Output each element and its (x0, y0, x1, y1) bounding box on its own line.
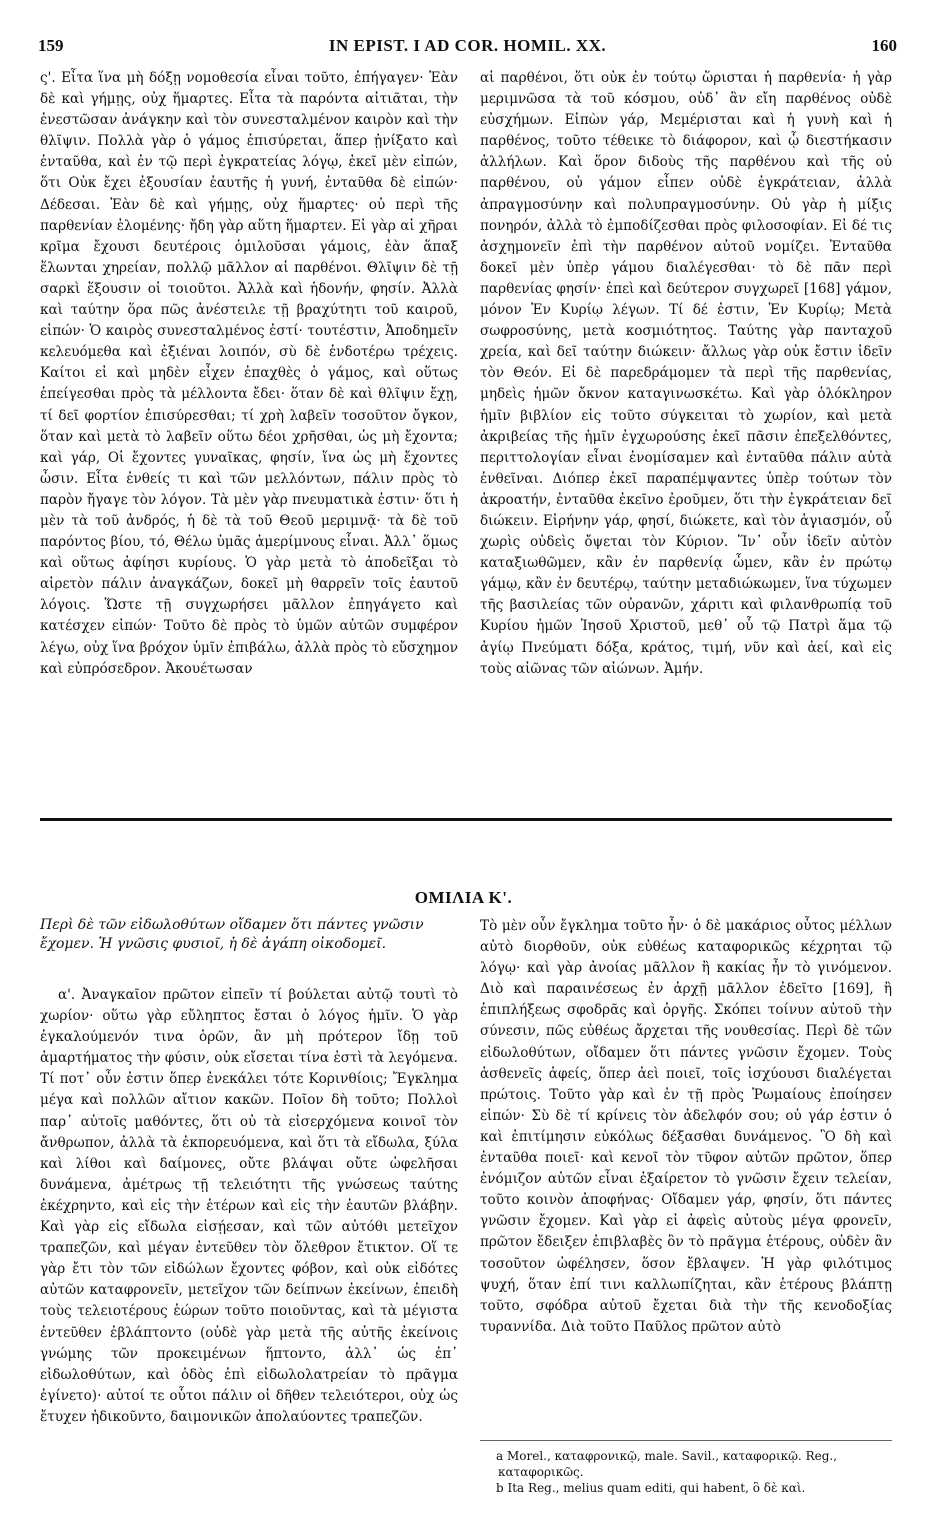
bottom-left-paragraph: α'. Ἀναγκαῖον πρῶτον εἰπεῖν τί βούλεται αὐτῷ τουτὶ τὸ χωρίον· οὕτω γὰρ εὔληπτος ἔσται ὁ λόγος ἡμῖν. Ὁ γὰρ ἐγκαλούμενόν τινα ὁρῶν, ἂν μὴ πρότερον ἴδῃ τοῦ ἁμαρτήματος τὴν φύσιν, οὐκ εἴσεται τίνα ἐστὶ τὰ λεγόμενα. Τί ποτ᾽ οὖν ἐστιν ὅπερ ἐνεκάλει τότε Κορινθίοις; Ἔγκλημα μέγα καὶ πολλῶν αἴτιον κακῶν. Ποῖον δὴ τοῦτο; Πολλοὶ παρ᾽ αὐτοῖς μαθόντες, ὅτι οὐ τὰ εἰσερχόμενα κοινοῖ τὸν ἄνθρωπον, ἀλλὰ τὰ ἐκπορευόμενα, καὶ ὅτι τὰ εἴδωλα, ξύλα καὶ λίθοι καὶ δαίμονες, οὔτε βλάψαι οὔτε ὠφελῆσαι δυνάμενα, ἀμέτρως τῇ τελειότητι τῆς γνώσεως ταύτης ἐκέχρηντο, καὶ εἰς τὴν ἑτέρων καὶ εἰς τὴν ἑαυτῶν βλάβην. Καὶ γὰρ εἰς εἴδωλα εἰσῄεσαν, καὶ τῶν αὐτόθι μετεῖχον τραπεζῶν, καὶ μέγαν ἐντεῦθεν τὸν ὄλεθρον ἔτικτον. Οἵ τε γὰρ ἔτι τὸν τῶν εἰδώλων ἔχοντες φόβον, καὶ οὐκ εἰδότες αὐτῶν καταφρονεῖν, μετεῖχον τῶν δείπνων ἐκείνων, ἐπειδὴ τοὺς τελειοτέρους ἑώρων τοῦτο ποιοῦντας, καὶ τὰ μέγιστα ἐντεῦθεν ἐβλάπτοντο (οὐδὲ γὰρ μετὰ τῆς αὐτῆς ἐκείνοις γνώμης τῶν προκειμένων ἥπτοντο, ἀλλ᾽ ὡς ἐπ᾽ εἰδωλοθύτων, καὶ ὁδὸς ἐπὶ εἰδωλολατρείαν τὸ πρᾶγμα ἐγίνετο)· αὐτοί τε οὗτοι πάλιν οἱ δῆθεν τελειότεροι, οὐχ ὡς ἔτυχεν ἠδικοῦντο, δαιμονικῶν ἀπολαύοντες τραπεζῶν. (40, 987, 458, 1425)
bottom-right-column (480, 916, 892, 1338)
footnote-a: a Morel., καταφρονικῷ, male. Savil., καταφορικῷ. Reg., καταφορικῶς. (496, 1449, 838, 1479)
footnote-b: b Ita Reg., melius quam editi, qui habent, ὃ δὲ καὶ. (496, 1481, 806, 1495)
bottom-right-paragraph: Τὸ μὲν οὖν ἔγκλημα τοῦτο ἦν· ὁ δὲ μακάριος οὗτος μέλλων αὐτὸ διορθοῦν, οὐκ εὐθέως καταφορικῶς κέχρηται τῷ λόγῳ· καὶ γὰρ ἀνοίας μᾶλλον ἢ κακίας ἦν τὸ γινόμενον. Διὸ καὶ παραινέσεως ἐν ἀρχῇ μᾶλλον ἐδεῖτο [169], ἢ ἐπιπλήξεως σφοδρᾶς καὶ ὀργῆς. Σκόπει τοίνυν αὐτοῦ τὴν σύνεσιν, πῶς εὐθέως ἄρχεται τῆς νουθεσίας. Περὶ δὲ τῶν εἰδωλοθύτων, οἴδαμεν ὅτι πάντες γνῶσιν ἔχομεν. Τοὺς ἀσθενεῖς ἀφείς, ὅπερ ἀεὶ ποιεῖ, τοῖς ἰσχύουσι διαλέγεται πρώτοις. Τοῦτο γὰρ καὶ ἐν τῇ πρὸς Ῥωμαίους ἐποίησεν εἰπών· Σὺ δὲ τί κρίνεις τὸν ἀδελφόν σου; οὐ γάρ ἐστιν ὁ καὶ ἐπιτίμησιν εὐκόλως δέξασθαι δυνάμενος. Ὃ δὴ καὶ ἐνταῦθα ποιεῖ· καὶ κενοῖ τὸν τῦφον αὐτῶν πρῶτον, ὅπερ ἐνόμιζον αὐτῶν εἶναι ἐξαίρετον τὸ γνῶσιν ἔχειν τελείαν, τοῦτο κοινὸν ἀποφήνας· Οἴδαμεν γάρ, φησίν, ὅτι πάντες γνῶσιν ἔχομεν. Καὶ γὰρ εἰ ἀφεὶς αὐτοὺς μέγα φρονεῖν, πρῶτον ἔδειξεν ἐπιβλαβὲς ὂν τὸ πρᾶγμα ἑτέρους, οὐδὲν ἂν τοσοῦτον ὠφέλησεν, ὅσον ἔβλαψεν. Ἡ γὰρ φιλότιμος ψυχή, ὅταν ἐπί τινι καλλωπίζηται, κἂν ἑτέρους βλάπτῃ τοῦτο, σφόδρα αὐτοῦ ἔχεται διὰ τὴν τῆς κενοδοξίας τυραννίδα. Διὰ τοῦτο Παῦλος πρῶτον αὐτὸ (480, 918, 892, 1335)
section-divider (40, 818, 892, 821)
homily-heading: ΟΜΙΛΙΑ Κ'. (414, 888, 513, 907)
footnote-divider (480, 1440, 892, 1441)
page-number-left: 159 (38, 36, 64, 55)
homily-subtitle: Περὶ δὲ τῶν εἰδωλοθύτων οἴδαμεν ὅτι πάντες γνῶσιν ἔχομεν. Ἡ γνῶσις φυσιοῖ, ἡ δὲ ἀγάπη οἰκοδομεῖ. (40, 917, 424, 952)
running-header (38, 36, 897, 58)
top-right-paragraph: αἱ παρθένοι, ὅτι οὐκ ἐν τούτῳ ὥρισται ἡ παρθενία· ἡ γὰρ μεριμνῶσα τὰ τοῦ κόσμου, οὐδ᾽ ἂν εἴη παρθένος οὐδὲ εὐσχήμων. Εἰπὼν γάρ, Μεμέρισται καὶ ἡ γυνὴ καὶ ἡ παρθένος, τοῦτο τέθεικε τὸ διάφορον, καὶ ᾧ διεστήκασιν ἀλλήλων. Καὶ ὅρον διδοὺς τῆς παρθένου καὶ τῆς οὐ παρθένου, οὐ γάμον εἶπεν οὐδὲ ἐγκράτειαν, ἀλλὰ ἀπραγμοσύνην καὶ πολυπραγμοσύνην. Οὐ γὰρ ἡ μίξις πονηρόν, ἀλλὰ τὸ ἐμποδίζεσθαι πρὸς φιλοσοφίαν. Εἰ δέ τις ἀσχημονεῖν ἐπὶ τὴν παρθένον αὐτοῦ νομίζει. Ἐνταῦθα δοκεῖ μὲν ὑπὲρ γάμου διαλέγεσθαι· τὸ δὲ πᾶν περὶ παρθενίας φησίν· ἐπεὶ καὶ δεύτερον συγχωρεῖ [168] γάμον, μόνον Ἐν Κυρίῳ λέγων. Τί δέ ἐστιν, Ἐν Κυρίῳ; Μετὰ σωφροσύνης, μετὰ κοσμιότητος. Ταύτης γὰρ πανταχοῦ χρεία, καὶ δεῖ ταύτην διώκειν· ἄλλως γὰρ οὐκ ἔστιν ἰδεῖν τὸν Θεόν. Εἰ δὲ παρεδράμομεν τὰ περὶ τῆς παρθενίας, μηδεὶς ἡμῶν ὄκνον καταγινωσκέτω. Καὶ γὰρ ὁλόκληρον ἡμῖν βιβλίον εἰς τοῦτο σύγκειται τὸ χωρίον, καὶ μετὰ ἀκριβείας τῆς ἡμῖν ἐγχωρούσης ἐκεῖ πᾶσιν ἐπεξελθόντες, περιττολογίαν εἶναι ἐνομίσαμεν καὶ ἐνταῦθα πάλιν αὐτὰ ἐνθεῖναι. Διόπερ ἐκεῖ παραπέμψαντες ὑπὲρ τούτων τὸν ἀκροατήν, ἐνταῦθα ἐκεῖνο ἐροῦμεν, ὅτι τὴν ἐγκράτειαν δεῖ διώκειν. Εἰρήνην γάρ, φησί, διώκετε, καὶ τὸν ἁγιασμόν, οὗ χωρὶς οὐδεὶς ὄψεται τὸν Κύριον. Ἵν᾽ οὖν ἰδεῖν αὐτὸν καταξιωθῶμεν, κἂν ἐν παρθενίᾳ ὦμεν, κἂν ἐν πρώτῳ γάμῳ, κἂν ἐν δευτέρῳ, ταύτην μεταδιώκωμεν, ἵνα τύχωμεν τῆς βασιλείας τῶν οὐρανῶν, χάριτι καὶ φιλανθρωπίᾳ τοῦ Κυρίου ἡμῶν Ἰησοῦ Χριστοῦ, μεθ᾽ οὗ τῷ Πατρὶ ἅμα τῷ ἁγίῳ Πνεύματι δόξα, κράτος, τιμή, νῦν καὶ ἀεί, καὶ εἰς τοὺς αἰῶνας τῶν αἰώνων. Ἀμήν. (480, 70, 892, 677)
bottom-left-column (40, 985, 458, 1428)
footnotes (480, 1448, 892, 1496)
top-left-column (40, 68, 458, 680)
top-right-column (480, 68, 892, 680)
page-number-right: 160 (871, 36, 897, 55)
top-left-paragraph: ς'. Εἶτα ἵνα μὴ δόξῃ νομοθεσία εἶναι τοῦτο, ἐπήγαγεν· Ἐὰν δὲ καὶ γήμῃς, οὐχ ἥμαρτες. Εἶτα τὰ παρόντα αἰτιᾶται, τὴν ἐνεστῶσαν ἀνάγκην καὶ τὸν συνεσταλμένον καιρὸν καὶ τὴν θλῖψιν. Πολλὰ γὰρ ὁ γάμος ἐπισύρεται, ἅπερ ᾐνίξατο καὶ ἐνταῦθα, καὶ ἐν τῷ περὶ ἐγκρατείας λόγῳ, ἐκεῖ μὲν εἰπών, ὅτι Οὐκ ἔχει ἐξουσίαν ἑαυτῆς ἡ γυνή, ἐνταῦθα δὲ εἰπών· Δέδεσαι. Ἐὰν δὲ καὶ γήμῃς, οὐχ ἥμαρτες· οὐ περὶ τῆς παρθενίαν ἑλομένης· ἤδη γὰρ αὕτη ἥμαρτεν. Εἰ γὰρ αἱ χῆραι κρῖμα ἔχουσι δευτέροις ὁμιλοῦσαι γάμοις, ἐὰν ἅπαξ ἕλωνται χηρείαν, πολλῷ μᾶλλον αἱ παρθένοι. Θλῖψιν δὲ τῇ σαρκὶ ἕξουσιν οἱ τοιοῦτοι. Ἀλλὰ καὶ ἡδονήν, φησίν. Ἀλλὰ καὶ ταύτην ὅρα πῶς ἀνέστειλε τῇ βραχύτητι τοῦ καιροῦ, εἰπών· Ὁ καιρὸς συνεσταλμένος ἐστί· τουτέστιν, Ἀποδημεῖν κελευόμεθα καὶ ἐξιέναι λοιπόν, σὺ δὲ ἐνδοτέρω τρέχεις. Καίτοι εἰ καὶ μηδὲν εἶχεν ἐπαχθὲς ὁ γάμος, καὶ οὕτως ἐπείγεσθαι πρὸς τὰ μέλλοντα ἔδει· ὅταν δὲ καὶ θλῖψιν ἔχῃ, τί δεῖ φορτίον ἐπισύρεσθαι; τί χρὴ λαβεῖν τοσοῦτον ὄγκον, ὅταν καὶ μετὰ τὸ λαβεῖν οὕτω δέοι χρῆσθαι, ὡς μὴ ἔχοντα; καὶ γάρ, Οἱ ἔχοντες γυναῖκας, φησίν, ἵνα ὡς μὴ ἔχοντες ὦσιν. Εἶτα ἐνθείς τι καὶ τῶν μελλόντων, πάλιν πρὸς τὸ παρὸν ἤγαγε τὸν λόγον. Τὰ μὲν γὰρ πνευματικὰ ἐστιν· ὅτι ἡ μὲν τὰ τοῦ ἀνδρός, ἡ δὲ τὰ τοῦ Θεοῦ μεριμνᾷ· τὰ δὲ τοῦ παρόντος βίου, τό, Θέλω ὑμᾶς ἀμερίμνους εἶναι. Ἀλλ᾽ ὅμως καὶ οὕτως ἀφίησι κυρίους. Ὁ γὰρ μετὰ τὸ ἀποδεῖξαι τὸ αἱρετὸν πάλιν ἀναγκάζων, δοκεῖ μὴ θαρρεῖν τοῖς ἑαυτοῦ λόγοις. Ὥστε τῇ συγχωρήσει μᾶλλον ἐπηγάγετο καὶ κατέσχεν εἰπών· Τοῦτο δὲ πρὸς τὸ ὑμῶν αὐτῶν συμφέρον λέγω, οὐχ ἵνα βρόχον ὑμῖν ἐπιβάλω, ἀλλὰ πρὸς τὸ εὔσχημον καὶ εὐπρόσεδρον. Ἀκουέτωσαν (40, 70, 458, 677)
running-title: IN EPIST. I AD COR. HOMIL. XX. (328, 36, 607, 55)
